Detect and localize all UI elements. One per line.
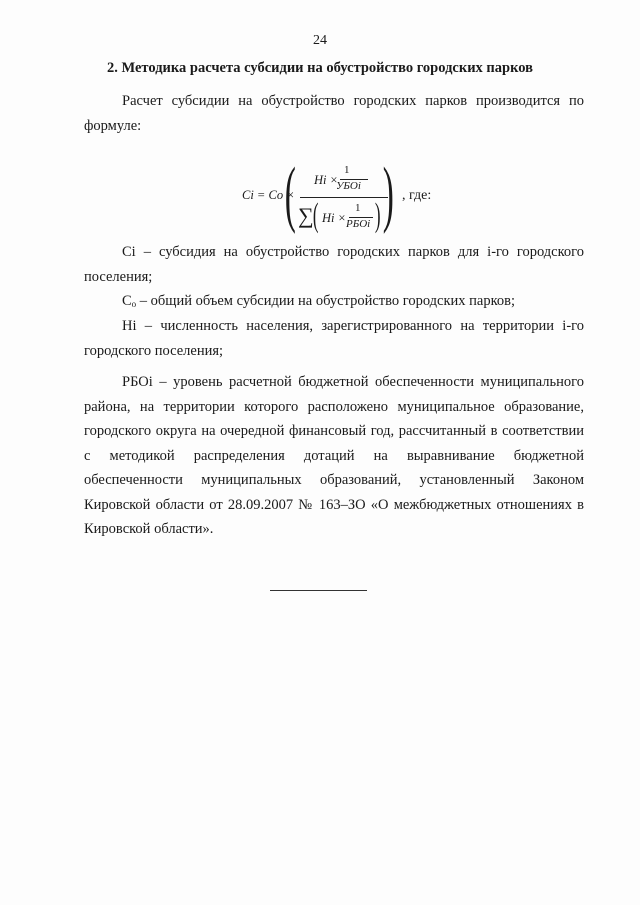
formula-suffix: , где:: [402, 188, 432, 203]
definition-rbo: РБОi – уровень расчетной бюджетной обеспеченности муниципального района, на территории которого расположено муниципальное образование, городского округа на очередной финансовый год, рассчитанный в соответствии с методикой распределения дотаций на выравнивание бюджетной обеспеченности муниципальных образований, установленный Законом Кировской области от 28.09.2007 № 163–ЗО «О межбюджетных отношениях в Кировской области».: [84, 374, 584, 537]
formula-open-paren: (: [284, 153, 296, 235]
closing-divider-line: [270, 590, 367, 591]
formula-denominator-close-paren: ): [374, 197, 381, 234]
section-heading: 2. Методика расчета субсидии на обустройство городских парков: [107, 60, 533, 76]
formula-denominator-one: 1: [355, 202, 361, 214]
formula-denominator-open-paren: (: [312, 197, 319, 234]
formula-numerator-term: Hi ×: [314, 173, 339, 187]
definition-co-text: – общий объем субсидии на обустройство городских парков;: [136, 293, 516, 309]
formula-numerator-one: 1: [344, 164, 350, 176]
formula-numerator-ubo: УБОi: [336, 180, 361, 192]
subsidy-formula: [236, 153, 446, 235]
formula-denominator-term: Hi ×: [322, 211, 347, 225]
formula-lhs: Ci = Co ×: [242, 188, 295, 202]
formula-sigma: ∑: [298, 203, 314, 228]
definition-co-symbol: C: [122, 293, 132, 309]
definition-hi: Hi – численность населения, зарегистрированного на территории i-го городского поселения;: [84, 318, 584, 359]
formula-denominator-rbo: РБОi: [346, 218, 371, 230]
definition-co: [84, 289, 584, 317]
definition-ci: Ci – субсидия на обустройство городских парков для i-го городского поселения;: [84, 244, 584, 285]
intro-paragraph: Расчет субсидии на обустройство городских парков производится по формуле:: [84, 93, 584, 134]
formula-close-paren: ): [382, 153, 394, 235]
definition-co-subscript: o: [131, 299, 137, 309]
page-number: 24: [313, 33, 327, 48]
